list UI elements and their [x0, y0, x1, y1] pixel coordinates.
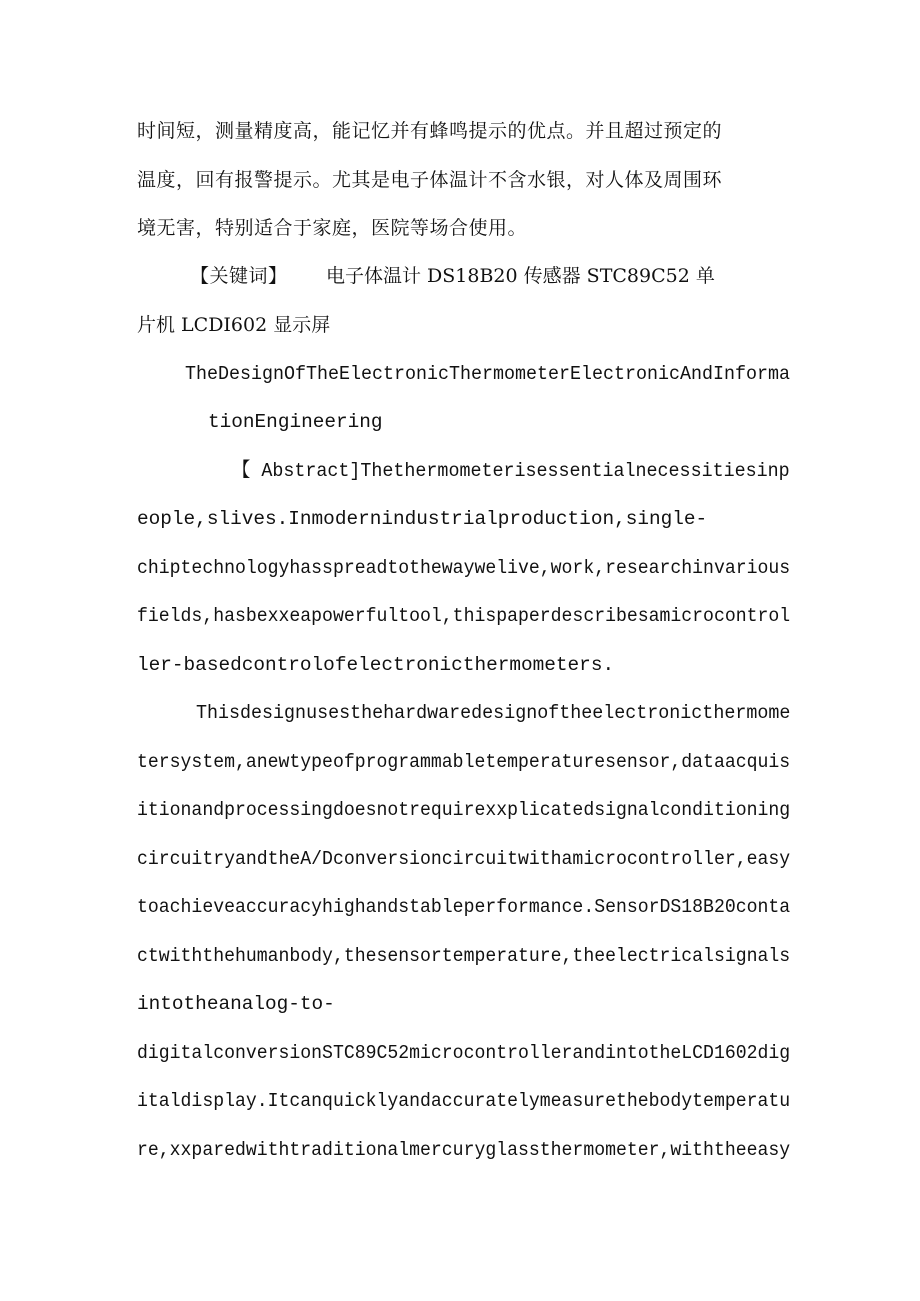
body-text-line-2: 温度，回有报警提示。尤其是电子体温计不含水银，对人体及周围环	[137, 169, 723, 191]
abstract-line-1: 【 Abstract]Thethermometerisessentialnecessitiesinp	[232, 460, 790, 482]
body-text-line-3: 境无害，特别适合于家庭，医院等场合使用。	[137, 217, 528, 239]
abstract-p2-line-7: intotheanalog-to-	[137, 993, 335, 1015]
abstract-p2-line-3: itionandprocessingdoesnotrequirexxplicatedsignalconditioning	[137, 799, 791, 821]
abstract-p2-line-6: ctwiththehumanbody,thesensortemperature,theelectricalsignals	[137, 945, 791, 967]
keywords-label: 【关键词】	[190, 265, 288, 287]
english-title-line-2: tionEngineering	[208, 411, 383, 433]
abstract-line-5: ler-basedcontrolofelectronicthermometers.	[137, 654, 615, 676]
keywords-line-2: 片机 LCDI602 显示屏	[137, 314, 331, 336]
abstract-p2-line-9: italdisplay.Itcanquicklyandaccuratelymeasurethebodytemperatu	[137, 1090, 791, 1112]
abstract-p2-line-8: digitalconversionSTC89C52microcontrollerandintotheLCD1602dig	[137, 1042, 791, 1064]
abstract-p2-line-4: circuitryandtheA/Dconversioncircuitwithamicrocontroller,easy	[137, 848, 791, 870]
english-title-line-1: TheDesignOfTheElectronicThermometerElectronicAndInforma	[185, 363, 790, 385]
abstract-line-2: eople,slives.Inmodernindustrialproduction,single-	[137, 508, 708, 530]
abstract-p2-line-10: re,xxparedwithtraditionalmercuryglassthermometer,withtheeasy	[137, 1139, 791, 1161]
abstract-p2-line-2: tersystem,anewtypeofprogrammabletemperaturesensor,dataacquis	[137, 751, 791, 773]
abstract-p2-line-1: Thisdesignusesthehardwaredesignoftheelectronicthermome	[196, 702, 791, 724]
keywords-line-1: 电子体温计 DS18B20 传感器 STC89C52 单	[326, 265, 715, 287]
body-text-line-1: 时间短，测量精度高，能记忆并有蜂鸣提示的优点。并且超过预定的	[137, 120, 723, 142]
abstract-p2-line-5: toachieveaccuracyhighandstableperformance.SensorDS18B20conta	[137, 896, 791, 918]
abstract-line-3: chiptechnologyhasspreadtothewaywelive,work,researchinvarious	[137, 557, 791, 579]
abstract-line-4: fields,hasbexxeapowerfultool,thispaperdescribesamicrocontrol	[137, 605, 791, 627]
